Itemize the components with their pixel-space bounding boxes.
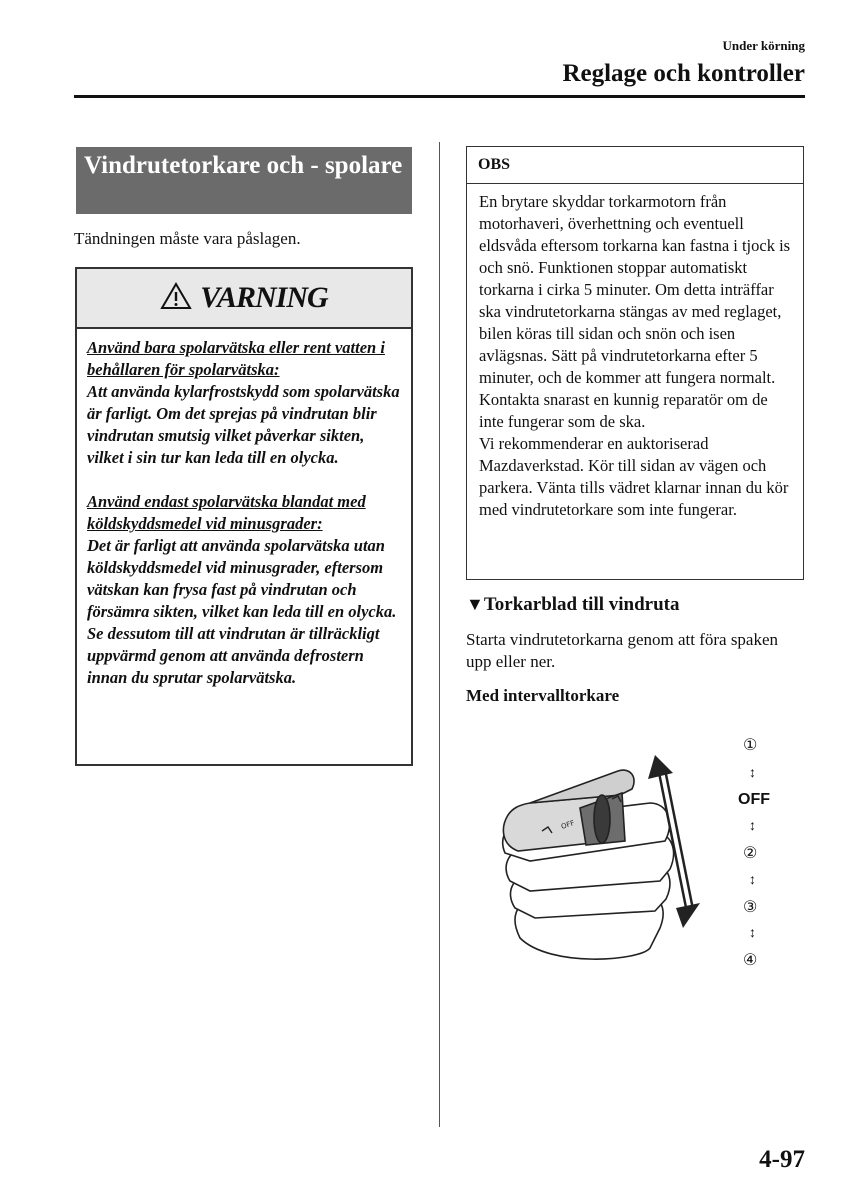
warning-box — [75, 267, 413, 766]
position-1-label: ① — [743, 737, 758, 754]
position-off-label: OFF — [738, 791, 770, 808]
subsection-title — [466, 594, 680, 616]
section-title-text: Vindrutetorkare och - spolare — [84, 152, 403, 179]
warning-header — [77, 269, 411, 329]
position-4-label: ④ — [743, 952, 758, 969]
subsection-paragraph: Starta vindrutetorkarna genom att föra spaken upp eller ner. — [466, 630, 779, 671]
obs-title: OBS — [467, 147, 803, 184]
intro-text: Tändningen måste vara påslagen. — [74, 229, 301, 248]
warning-p1-text: Att använda kylarfrostskydd som spolarvätska är farligt. Om det sprejas på vindrutan blir vindrutan smutsig vilket påverkar sikten, vilket i sin tur kan leda till en olycka. — [87, 382, 400, 467]
lever-off-mark: OFF — [560, 819, 576, 831]
column-divider — [439, 142, 440, 1127]
wiper-lever-figure — [490, 733, 810, 978]
obs-body — [467, 184, 803, 528]
header-title: Reglage och kontroller — [562, 60, 805, 87]
arrow-updown-icon: ↕ — [749, 819, 756, 834]
warning-triangle-icon — [160, 282, 192, 315]
position-3-label: ③ — [743, 899, 758, 916]
subsection-title-text: Torkarblad till vindruta — [483, 594, 680, 615]
page-number: 4-97 — [759, 1146, 805, 1173]
warning-p2-text: Det är farligt att använda spolarvätska utan köldskyddsmedel vid minusgrader, eftersom vätskan kan frysa fast på vindrutan och försämra sikten, vilket kan leda till en olycka. — [87, 536, 397, 621]
warning-body — [77, 329, 411, 689]
arrow-updown-icon: ↕ — [749, 926, 756, 941]
obs-box — [466, 146, 804, 580]
header-section-label: Under körning — [722, 38, 805, 53]
warning-p1-heading: Använd bara spolarvätska eller rent vatten i behållaren för spolarvätska: — [87, 338, 385, 379]
warning-title: VARNING — [200, 281, 328, 314]
wiper-lever-illustration — [490, 733, 740, 978]
warning-p2-text2: Se dessutom till att vindrutan är tillräckligt uppvärmd genom att använda defrostern innan du sprutar spolarvätska. — [87, 624, 380, 687]
section-title — [76, 147, 412, 214]
page-header — [562, 38, 805, 88]
obs-body-text: En brytare skyddar torkarmotorn från motorhaveri, överhettning och eventuell eldsvåda eftersom torkarna kan fastna i tjock is och snö. Funktionen stoppar automatiskt torkarna i cirka 5 minuter. Om detta inträffar ska vindrutetorkarna stängas av med reglaget, bilen köras till sidan och snön och isen avlägsnas. Sätt på vindrutetorkarna efter 5 minuter, och de kommer att fungera normalt. Kontakta snarast en kunnig reparatör om de inte fungerar som de ska. — [479, 192, 791, 431]
position-2-label: ② — [743, 845, 758, 862]
header-rule — [74, 95, 805, 98]
obs-body-text2: Vi rekommenderar en auktoriserad Mazdaverkstad. Kör till sidan av vägen och parkera. Vänta tills vädret klarnar innan du kör med vindrutetorkare som inte fungerar. — [479, 434, 789, 519]
arrow-updown-icon: ↕ — [749, 766, 756, 781]
warning-p2-heading: Använd endast spolarvätska blandat med köldskyddsmedel vid minusgrader: — [87, 492, 366, 533]
triangle-down-icon: ▼ — [466, 594, 484, 614]
interval-label: Med intervalltorkare — [466, 686, 620, 705]
arrow-updown-icon: ↕ — [749, 873, 756, 888]
